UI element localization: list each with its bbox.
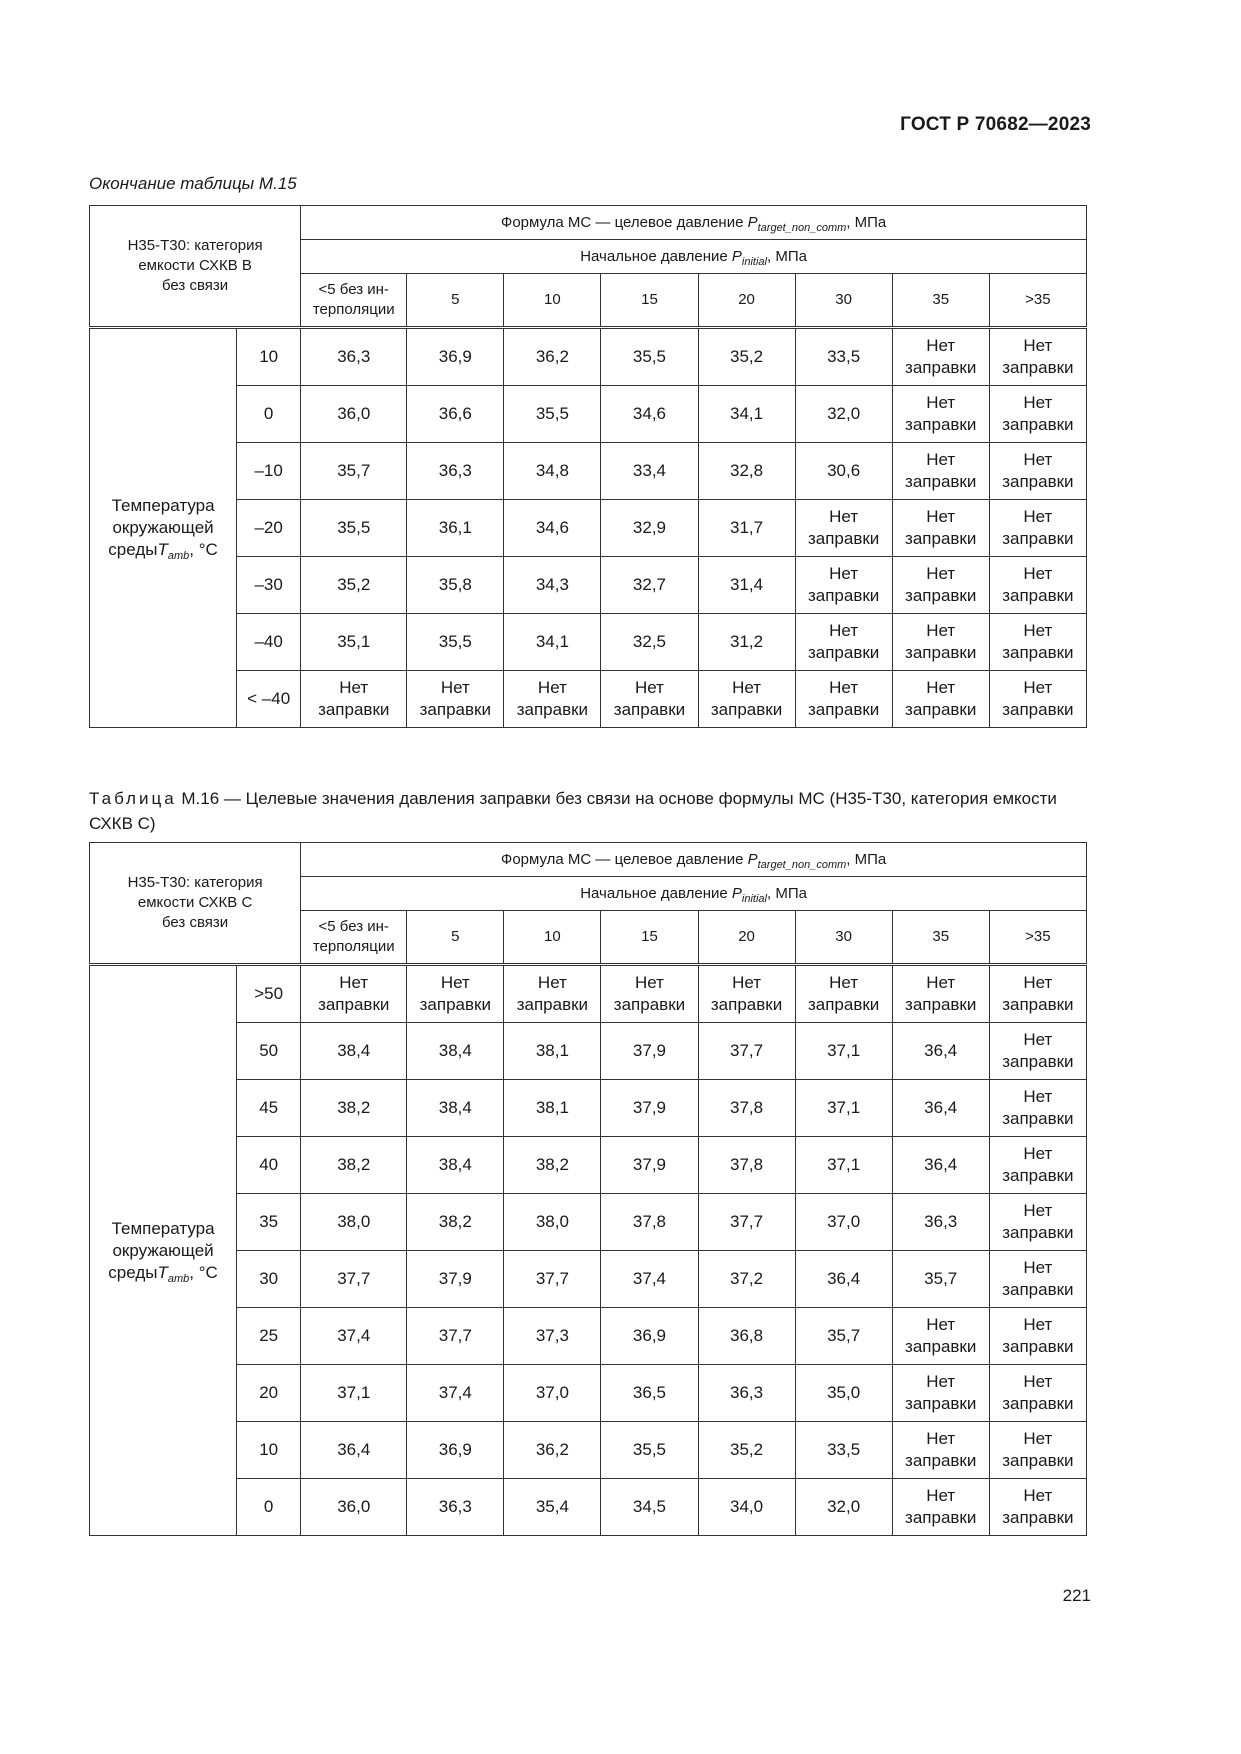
table-continuation-caption: Окончание таблицы М.15 xyxy=(89,174,297,193)
value-cell: Нет заправки xyxy=(989,1479,1086,1536)
symbol-subscript: initial xyxy=(741,892,767,905)
value-cell: 34,6 xyxy=(601,386,698,443)
value-cell: 36,6 xyxy=(407,386,504,443)
value-cell: Нет заправки xyxy=(892,1479,989,1536)
text-line: среды xyxy=(108,1262,158,1282)
symbol-subscript: amb xyxy=(167,550,190,562)
value-cell: 36,8 xyxy=(698,1308,795,1365)
column-header: 20 xyxy=(698,274,795,328)
value-cell: 36,3 xyxy=(407,1479,504,1536)
column-header: >35 xyxy=(989,911,1086,965)
value-cell: 37,8 xyxy=(601,1194,698,1251)
table-row xyxy=(90,1365,1087,1422)
formula-header xyxy=(301,206,1087,240)
value-cell: 37,1 xyxy=(795,1080,892,1137)
table-row xyxy=(90,1080,1087,1137)
value-cell: 33,4 xyxy=(601,443,698,500)
value-cell: 35,2 xyxy=(301,557,407,614)
text-line: Н35-Т30: категория xyxy=(127,874,263,891)
value-cell: Нет заправки xyxy=(892,1365,989,1422)
value-cell: 33,5 xyxy=(795,328,892,386)
table-body xyxy=(90,206,1087,728)
value-cell: 37,4 xyxy=(301,1308,407,1365)
unit: , МПа xyxy=(767,884,807,902)
value-cell: 34,3 xyxy=(504,557,601,614)
value-cell: 36,0 xyxy=(301,1479,407,1536)
value-cell: 35,4 xyxy=(504,1479,601,1536)
value-cell: 35,8 xyxy=(407,557,504,614)
temperature-cell: 20 xyxy=(237,1365,301,1422)
column-header: 30 xyxy=(795,274,892,328)
symbol-subscript: target_non_comm xyxy=(757,221,847,234)
value-cell: Нет заправки xyxy=(795,671,892,728)
value-cell: 36,5 xyxy=(601,1365,698,1422)
text-line: без связи xyxy=(162,914,229,931)
value-cell: Нет заправки xyxy=(892,614,989,671)
text-line: терполяции xyxy=(312,938,395,955)
initial-pressure-header xyxy=(301,240,1087,274)
text-line: емкости СХКВ С xyxy=(137,894,253,911)
row-group-label xyxy=(90,328,237,728)
value-cell: 38,4 xyxy=(407,1080,504,1137)
value-cell: Нет заправки xyxy=(892,1308,989,1365)
symbol-subscript: amb xyxy=(167,1272,190,1285)
value-cell: 37,1 xyxy=(795,1137,892,1194)
column-header xyxy=(301,911,407,965)
column-header: 5 xyxy=(407,274,504,328)
column-header: 10 xyxy=(504,274,601,328)
value-cell: 37,0 xyxy=(504,1365,601,1422)
temperature-cell: –20 xyxy=(237,500,301,557)
value-cell: Нет заправки xyxy=(892,386,989,443)
value-cell: 37,8 xyxy=(698,1080,795,1137)
unit: , МПа xyxy=(846,213,887,231)
value-cell: Нет заправки xyxy=(989,1308,1086,1365)
value-cell: 38,2 xyxy=(407,1194,504,1251)
value-cell: 34,1 xyxy=(504,614,601,671)
column-header: 15 xyxy=(601,911,698,965)
text-line: Температура xyxy=(111,496,215,515)
value-cell: 35,5 xyxy=(301,500,407,557)
value-cell: 37,4 xyxy=(601,1251,698,1308)
unit: , МПа xyxy=(846,850,887,868)
text-line: окружающей xyxy=(112,1240,214,1260)
temperature-cell: 10 xyxy=(237,1422,301,1479)
value-cell: 38,1 xyxy=(504,1080,601,1137)
label-text: Начальное давление xyxy=(580,884,732,902)
temperature-cell: –40 xyxy=(237,614,301,671)
value-cell: Нет заправки xyxy=(989,1194,1086,1251)
value-cell: 32,9 xyxy=(601,500,698,557)
value-cell: 37,4 xyxy=(407,1365,504,1422)
value-cell: 38,2 xyxy=(504,1137,601,1194)
table-row xyxy=(90,1137,1087,1194)
value-cell: Нет заправки xyxy=(795,557,892,614)
value-cell: Нет заправки xyxy=(989,1137,1086,1194)
value-cell: Нет заправки xyxy=(989,1251,1086,1308)
temperature-cell: –30 xyxy=(237,557,301,614)
text-line: емкости СХКВ В xyxy=(138,257,252,274)
header-row xyxy=(90,206,1087,240)
corner-cell xyxy=(90,206,301,328)
value-cell: 34,0 xyxy=(698,1479,795,1536)
text-line: окружающей xyxy=(112,518,214,537)
value-cell: 35,5 xyxy=(601,328,698,386)
value-cell: 36,3 xyxy=(892,1194,989,1251)
value-cell: 36,9 xyxy=(407,1422,504,1479)
value-cell: 31,4 xyxy=(698,557,795,614)
temperature-cell: >50 xyxy=(237,965,301,1023)
table-row xyxy=(90,614,1087,671)
table-label: Таблица xyxy=(89,789,177,808)
value-cell: 38,2 xyxy=(301,1137,407,1194)
temperature-cell: 40 xyxy=(237,1137,301,1194)
value-cell: Нет заправки xyxy=(601,671,698,728)
value-cell: 38,2 xyxy=(301,1080,407,1137)
label-text: Формула МС — целевое давление xyxy=(500,850,748,868)
value-cell: 37,8 xyxy=(698,1137,795,1194)
unit: , °С xyxy=(189,540,218,559)
value-cell: Нет заправки xyxy=(795,965,892,1023)
value-cell: 36,3 xyxy=(698,1365,795,1422)
table-row xyxy=(90,1251,1087,1308)
value-cell: 38,4 xyxy=(407,1137,504,1194)
value-cell: 35,7 xyxy=(795,1308,892,1365)
value-cell: Нет заправки xyxy=(989,671,1086,728)
value-cell: 37,1 xyxy=(795,1023,892,1080)
temperature-cell: 0 xyxy=(237,1479,301,1536)
table-row xyxy=(90,1308,1087,1365)
value-cell: Нет заправки xyxy=(989,557,1086,614)
row-group-label xyxy=(90,965,237,1536)
value-cell: Нет заправки xyxy=(989,614,1086,671)
value-cell: 35,7 xyxy=(892,1251,989,1308)
text-line: среды xyxy=(108,540,158,559)
value-cell: 37,1 xyxy=(301,1365,407,1422)
value-cell: 37,7 xyxy=(698,1194,795,1251)
value-cell: 36,2 xyxy=(504,328,601,386)
value-cell: 35,0 xyxy=(795,1365,892,1422)
value-cell: 37,9 xyxy=(601,1080,698,1137)
label-text: Начальное давление xyxy=(580,247,732,265)
document-id: ГОСТ Р 70682—2023 xyxy=(900,114,1091,135)
value-cell: 35,5 xyxy=(407,614,504,671)
text-line: терполяции xyxy=(312,301,395,318)
value-cell: 37,2 xyxy=(698,1251,795,1308)
table-row xyxy=(90,500,1087,557)
table-m16 xyxy=(89,842,1087,1536)
value-cell: Нет заправки xyxy=(698,965,795,1023)
temperature-cell: 10 xyxy=(237,328,301,386)
value-cell: 36,3 xyxy=(301,328,407,386)
table-m16-caption xyxy=(89,786,1086,836)
symbol: T xyxy=(157,1262,168,1282)
table-body xyxy=(90,843,1087,1536)
value-cell: 38,0 xyxy=(504,1194,601,1251)
value-cell: Нет заправки xyxy=(989,328,1086,386)
value-cell: 37,9 xyxy=(601,1137,698,1194)
text-line: без связи xyxy=(162,277,229,294)
table-row xyxy=(90,1023,1087,1080)
column-header: 10 xyxy=(504,911,601,965)
value-cell: 36,1 xyxy=(407,500,504,557)
temperature-cell: 35 xyxy=(237,1194,301,1251)
value-cell: 36,4 xyxy=(892,1023,989,1080)
value-cell: Нет заправки xyxy=(407,671,504,728)
value-cell: 33,5 xyxy=(795,1422,892,1479)
value-cell: 36,9 xyxy=(407,328,504,386)
value-cell: 32,7 xyxy=(601,557,698,614)
value-cell: Нет заправки xyxy=(989,1023,1086,1080)
symbol-subscript: target_non_comm xyxy=(757,858,847,871)
temperature-cell: 45 xyxy=(237,1080,301,1137)
temperature-cell: –10 xyxy=(237,443,301,500)
value-cell: 36,0 xyxy=(301,386,407,443)
table-row xyxy=(90,1194,1087,1251)
value-cell: 38,0 xyxy=(301,1194,407,1251)
value-cell: Нет заправки xyxy=(698,671,795,728)
value-cell: 37,7 xyxy=(407,1308,504,1365)
value-cell: 35,1 xyxy=(301,614,407,671)
value-cell: Нет заправки xyxy=(989,443,1086,500)
value-cell: 36,4 xyxy=(795,1251,892,1308)
value-cell: Нет заправки xyxy=(989,500,1086,557)
value-cell: Нет заправки xyxy=(795,614,892,671)
value-cell: 34,5 xyxy=(601,1479,698,1536)
value-cell: 31,2 xyxy=(698,614,795,671)
value-cell: Нет заправки xyxy=(892,671,989,728)
value-cell: 37,7 xyxy=(301,1251,407,1308)
page-number: 221 xyxy=(1062,1586,1091,1605)
value-cell: Нет заправки xyxy=(892,965,989,1023)
table-row xyxy=(90,1479,1087,1536)
table-row xyxy=(90,1422,1087,1479)
temperature-cell: 25 xyxy=(237,1308,301,1365)
temperature-cell: 50 xyxy=(237,1023,301,1080)
value-cell: Нет заправки xyxy=(504,965,601,1023)
value-cell: Нет заправки xyxy=(892,1422,989,1479)
value-cell: 38,4 xyxy=(407,1023,504,1080)
value-cell: Нет заправки xyxy=(892,328,989,386)
column-header: 30 xyxy=(795,911,892,965)
value-cell: 37,9 xyxy=(601,1023,698,1080)
value-cell: Нет заправки xyxy=(989,1365,1086,1422)
value-cell: 36,4 xyxy=(301,1422,407,1479)
symbol: P xyxy=(731,884,742,902)
column-header: 35 xyxy=(892,911,989,965)
column-header: 35 xyxy=(892,274,989,328)
table-row xyxy=(90,443,1087,500)
value-cell: 31,7 xyxy=(698,500,795,557)
initial-pressure-header xyxy=(301,877,1087,911)
value-cell: 35,7 xyxy=(301,443,407,500)
value-cell: Нет заправки xyxy=(407,965,504,1023)
header-row xyxy=(90,843,1087,877)
value-cell: 36,3 xyxy=(407,443,504,500)
value-cell: 35,5 xyxy=(601,1422,698,1479)
value-cell: Нет заправки xyxy=(301,965,407,1023)
value-cell: 37,9 xyxy=(407,1251,504,1308)
table-row xyxy=(90,557,1087,614)
value-cell: 34,1 xyxy=(698,386,795,443)
symbol: T xyxy=(157,540,168,559)
unit: , °С xyxy=(189,1262,218,1282)
column-header xyxy=(301,274,407,328)
value-cell: 38,1 xyxy=(504,1023,601,1080)
column-header: 5 xyxy=(407,911,504,965)
temperature-cell: 0 xyxy=(237,386,301,443)
text-line: <5 без ин- xyxy=(318,918,389,935)
value-cell: 36,2 xyxy=(504,1422,601,1479)
value-cell: 34,6 xyxy=(504,500,601,557)
value-cell: 36,4 xyxy=(892,1137,989,1194)
value-cell: Нет заправки xyxy=(892,500,989,557)
table-row xyxy=(90,386,1087,443)
temperature-cell: 30 xyxy=(237,1251,301,1308)
value-cell: Нет заправки xyxy=(989,386,1086,443)
value-cell: 37,7 xyxy=(698,1023,795,1080)
value-cell: Нет заправки xyxy=(504,671,601,728)
label-text: Формула МС — целевое давление xyxy=(500,213,748,231)
column-header: 20 xyxy=(698,911,795,965)
value-cell: Нет заправки xyxy=(301,671,407,728)
value-cell: Нет заправки xyxy=(989,1422,1086,1479)
symbol-subscript: initial xyxy=(741,255,767,268)
text-line: Н35-Т30: категория xyxy=(127,237,263,254)
value-cell: Нет заправки xyxy=(601,965,698,1023)
table-caption-text: М.16 — Целевые значения давления заправки без связи на основе формулы МС (Н35-Т30, категория емкости СХКВ С) xyxy=(89,789,1057,833)
column-header: >35 xyxy=(989,274,1086,328)
value-cell: 32,0 xyxy=(795,1479,892,1536)
column-header: 15 xyxy=(601,274,698,328)
table-row xyxy=(90,328,1087,386)
corner-cell xyxy=(90,843,301,965)
value-cell: 32,0 xyxy=(795,386,892,443)
table-row xyxy=(90,671,1087,728)
temperature-cell: < –40 xyxy=(237,671,301,728)
symbol: P xyxy=(747,850,758,868)
value-cell: Нет заправки xyxy=(989,965,1086,1023)
value-cell: 35,5 xyxy=(504,386,601,443)
unit: , МПа xyxy=(767,247,807,265)
text-line: Температура xyxy=(111,1218,215,1238)
value-cell: 32,8 xyxy=(698,443,795,500)
value-cell: 35,2 xyxy=(698,1422,795,1479)
symbol: P xyxy=(731,247,742,265)
table-m15-end xyxy=(89,205,1087,728)
symbol: P xyxy=(747,213,758,231)
value-cell: 36,9 xyxy=(601,1308,698,1365)
value-cell: 38,4 xyxy=(301,1023,407,1080)
value-cell: 37,3 xyxy=(504,1308,601,1365)
formula-header xyxy=(301,843,1087,877)
value-cell: Нет заправки xyxy=(892,557,989,614)
value-cell: Нет заправки xyxy=(989,1080,1086,1137)
value-cell: 37,7 xyxy=(504,1251,601,1308)
text-line: <5 без ин- xyxy=(318,281,389,298)
table-row xyxy=(90,965,1087,1023)
value-cell: 32,5 xyxy=(601,614,698,671)
value-cell: 35,2 xyxy=(698,328,795,386)
value-cell: 36,4 xyxy=(892,1080,989,1137)
value-cell: 37,0 xyxy=(795,1194,892,1251)
value-cell: 34,8 xyxy=(504,443,601,500)
value-cell: 30,6 xyxy=(795,443,892,500)
value-cell: Нет заправки xyxy=(892,443,989,500)
value-cell: Нет заправки xyxy=(795,500,892,557)
